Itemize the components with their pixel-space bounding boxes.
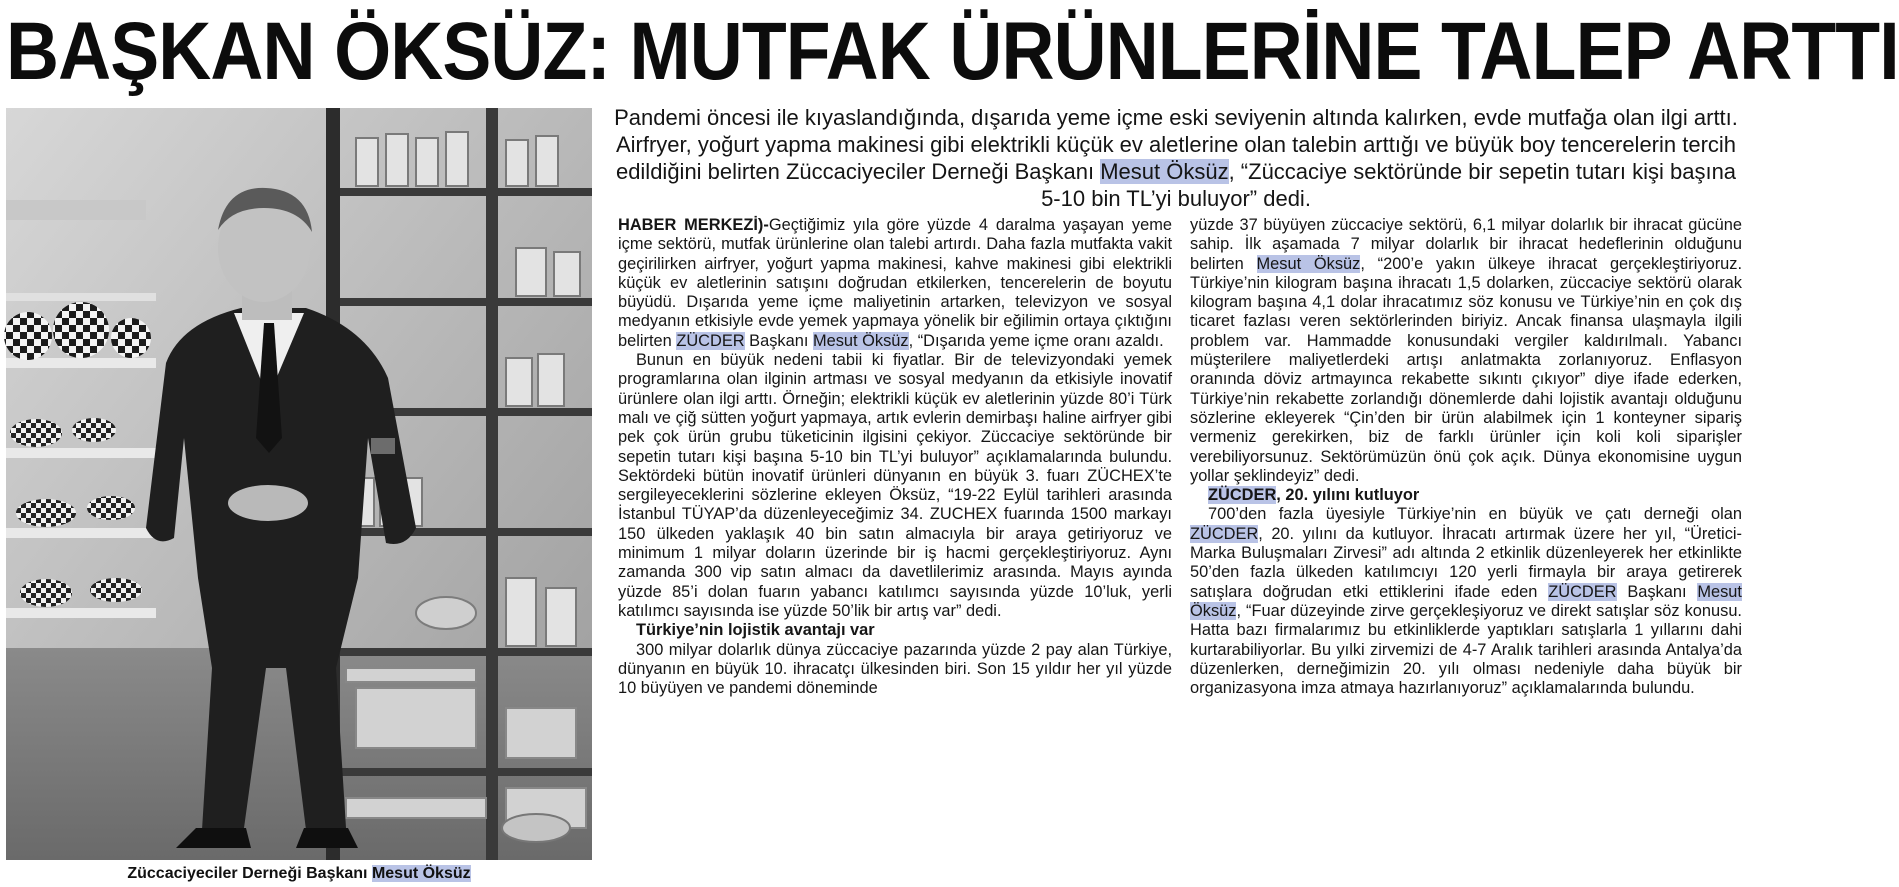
- text-run: Bunun en büyük nedeni tabii ki fiyatlar. Bir de televizyondaki yemek programlarına olan ilginin artması ve sosyal medyanın da etkisiyle inovatif ürünlere olan ilgi arttı. Örneğin; elektrikli küçük ev aletlerinin yüzde 80’i Türk malı ve çiğ sütten yoğurt yapmaya, artık evlerin demirbaşı haline airfryer gibi pek çok ürün grubu tüketicinin ilgisini çekiyor. Züccaciye sektöründe bir sepetin tutarı kişi başına 5-10 bin TL’yi buluyor” açıklamalarında bulundu. Sektördeki bütün inovatif ürünleri dünyanın en büyük 3. fuarı ZÜCHEX’te sergileyeceklerini sözlerine ekleyen Öksüz, “19-22 Eylül tarihleri arasında İstanbul TÜYAP’da düzenleyeceğimiz 34. ZUCHEX fuarında 1500 markayı 150 ülkeden yaklaşık 40 bin satın almacıyla bir araya getiriyoruz ve minimum 1 milyar doların üzerinde bir iş hacmi gerçekleştiriyoruz. Aynı zamanda 300 vip satın almacı da davetlilerimiz arasında. Mayıs ayında yüzde 85’i dolan fuarın yabancı katılımcı sayısında yüzde 10’luk, yerli katılımcı sayısında ise yüzde 50’lik bir artış var” dedi.: [618, 351, 1172, 620]
- highlighted-name: ZÜCDER: [1190, 524, 1259, 543]
- text-run: Geçtiğimiz yıla göre yüzde 4 daralma yaşayan yeme içme sektörü, mutfak ürünlerine olan talebi artırdı. Daha fazla mutfakta vakit geçirilirken airfryer, yoğurt yapma makinesi, kahve makinesi gibi elektrikli küçük ev aletlerinin satışını doğrudan etkilerken, tencerelerin de boyutu büyüdü. Dışarıda yeme içme maliyetinin artarken, televizyon ve sosyal medyanın etkisiyle evde yemek yapmaya yönelik bir eğilimin ortaya çıktığını belirten: [618, 216, 1173, 350]
- caption-prefix: Züccaciyeciler Derneği Başkanı: [127, 865, 372, 882]
- photo-illustration: [6, 108, 592, 860]
- text-run: , “Fuar düzeyinde zirve gerçekleşiyoruz ve direkt satışlar söz konusu. Hatta bazı firmalarımız bu etkinliklerde yaptıkları satışlarla 1 yıllarını dahi kurtarabiliyorlar. Bu yılki zirvemizi de 4-7 Aralık tarihleri arasında Antalya’da düzenlerken, derneğimizin 20. yılı olması nedeniyle daha büyük bir organizasyona imza atmaya hazırlanıyoruz” açıklamalarında bulundu.: [1190, 601, 1742, 698]
- paragraph: [1190, 216, 1742, 486]
- caption-name: Mesut Öksüz: [371, 865, 471, 882]
- text-run: 300 milyar dolarlık dünya züccaciye pazarında yüzde 2 pay alan Türkiye, dünyanın en büyük 10. ihracatçı ülkesinden biri. Son 15 yıldır her yıl yüzde 10 büyüyen ve pandemi döneminde: [618, 640, 1172, 698]
- highlighted-name: ZÜCDER: [1548, 582, 1617, 601]
- portrait-photo: [6, 108, 592, 860]
- highlighted-name: ZÜCDER: [1208, 486, 1277, 505]
- photo-caption: [6, 862, 592, 886]
- text-run: Pandemi öncesi ile kıyaslandığında, dışarıda yeme içme eski seviyenin altında kalırken, evde mutfağa olan ilgi arttı. Airfryer, yoğurt yapma makinesi gibi elektrikli küçük ev aletlerine olan talebin arttığı ve büyük boy tencerelerin tercih edildiğini belirten Züccaciyeciler Derneği Başkanı: [614, 105, 1738, 184]
- subheading: [618, 621, 1172, 640]
- article-column-left: [618, 216, 1172, 886]
- headline: BAŞKAN ÖKSÜZ: MUTFAK ÜRÜNLERİNE TALEP ARTTI: [6, 6, 1899, 97]
- paragraph: [618, 351, 1172, 621]
- paragraph: [618, 641, 1172, 699]
- text-run: , 20. yılını da kutluyor. İhracatı artırmak üzere her yıl, “Üretici-Marka Buluşmaları Zirvesi” adı altında 2 etkinlik düzenleyerek her etkinlikte 50’den fazla ülkeden katılımcıyı 120 yerli firmayla bir araya getirerek satışlara doğrudan etki ettiklerini ifade eden: [1190, 524, 1742, 601]
- highlighted-name: Mesut Öksüz: [1190, 582, 1742, 620]
- highlighted-name: Mesut Öksüz: [812, 331, 909, 350]
- subheading: [1190, 486, 1742, 505]
- text-run: 700’den fazla üyesiyle Türkiye’nin en büyük ve çatı derneği olan: [1208, 505, 1742, 524]
- paragraph: [618, 216, 1172, 351]
- text-run: , 20. yılını kutluyor: [1276, 486, 1420, 505]
- article-column-right: [1190, 216, 1742, 886]
- text-run: , “Züccaciye sektöründe bir sepetin tutarı kişi başına 5-10 bin TL’yi buluyor” dedi.: [1041, 159, 1737, 211]
- highlighted-name: Mesut Öksüz: [1100, 159, 1229, 184]
- text-run: , “Dışarıda yeme içme oranı azaldı.: [908, 331, 1164, 350]
- text-run: Başkanı: [1616, 582, 1698, 601]
- highlighted-name: Mesut Öksüz: [1256, 254, 1361, 273]
- dateline-label: HABER MERKEZİ)-: [618, 216, 769, 234]
- text-run: Başkanı: [744, 331, 813, 350]
- text-run: yüzde 37 büyüyen züccaciye sektörü, 6,1 milyar dolarlık bir ihracat gücüne sahip. İlk aşamada 7 milyar dolarlık bir ihracat hedeflerinin olduğunu belirten: [1190, 216, 1742, 273]
- text-run: , “200’e yakın ülkeye ihracat gerçekleştiriyoruz. Türkiye’nin kilogram başına ihracatı 1,5 dolarken, züccaciye sektörü olarak kilogram başına 4,1 dolar ihracatımız söz konusu ve Türkiye’nin en çok dış ticaret fazlası veren sektörlerinden biriyiz. Ancak finansa ulaşmayla ilgili problem var. Hammadde konusundaki vergiler kaldırılmalı. Yabancı müşterilere maliyetlerdeki artışı anlatmakta zorlanıyoruz. Enflasyon oranında döviz artmayınca rekabette sıkıntı çıkıyor” diye ifade ederken, Türkiye’nin rekabette zorlandığı dönemlerde dahi lojistik avantajı olduğunu sözlerine ekleyerek “Çin’den bir ürün alabilmek için 1 konteyner sipariş vermeniz gerekirken, biz de farklı ürünler için koli koli siparişler verebiliyorsunuz. Sektörümüzün önü çok açık. Dünya ekonomisine uygun yollar şeklindeyiz” dedi.: [1190, 254, 1743, 485]
- paragraph: [1190, 505, 1742, 698]
- highlighted-name: ZÜCDER: [676, 331, 745, 350]
- lead-paragraph: [608, 104, 1744, 212]
- text-run: Türkiye’nin lojistik avantajı var: [636, 621, 875, 640]
